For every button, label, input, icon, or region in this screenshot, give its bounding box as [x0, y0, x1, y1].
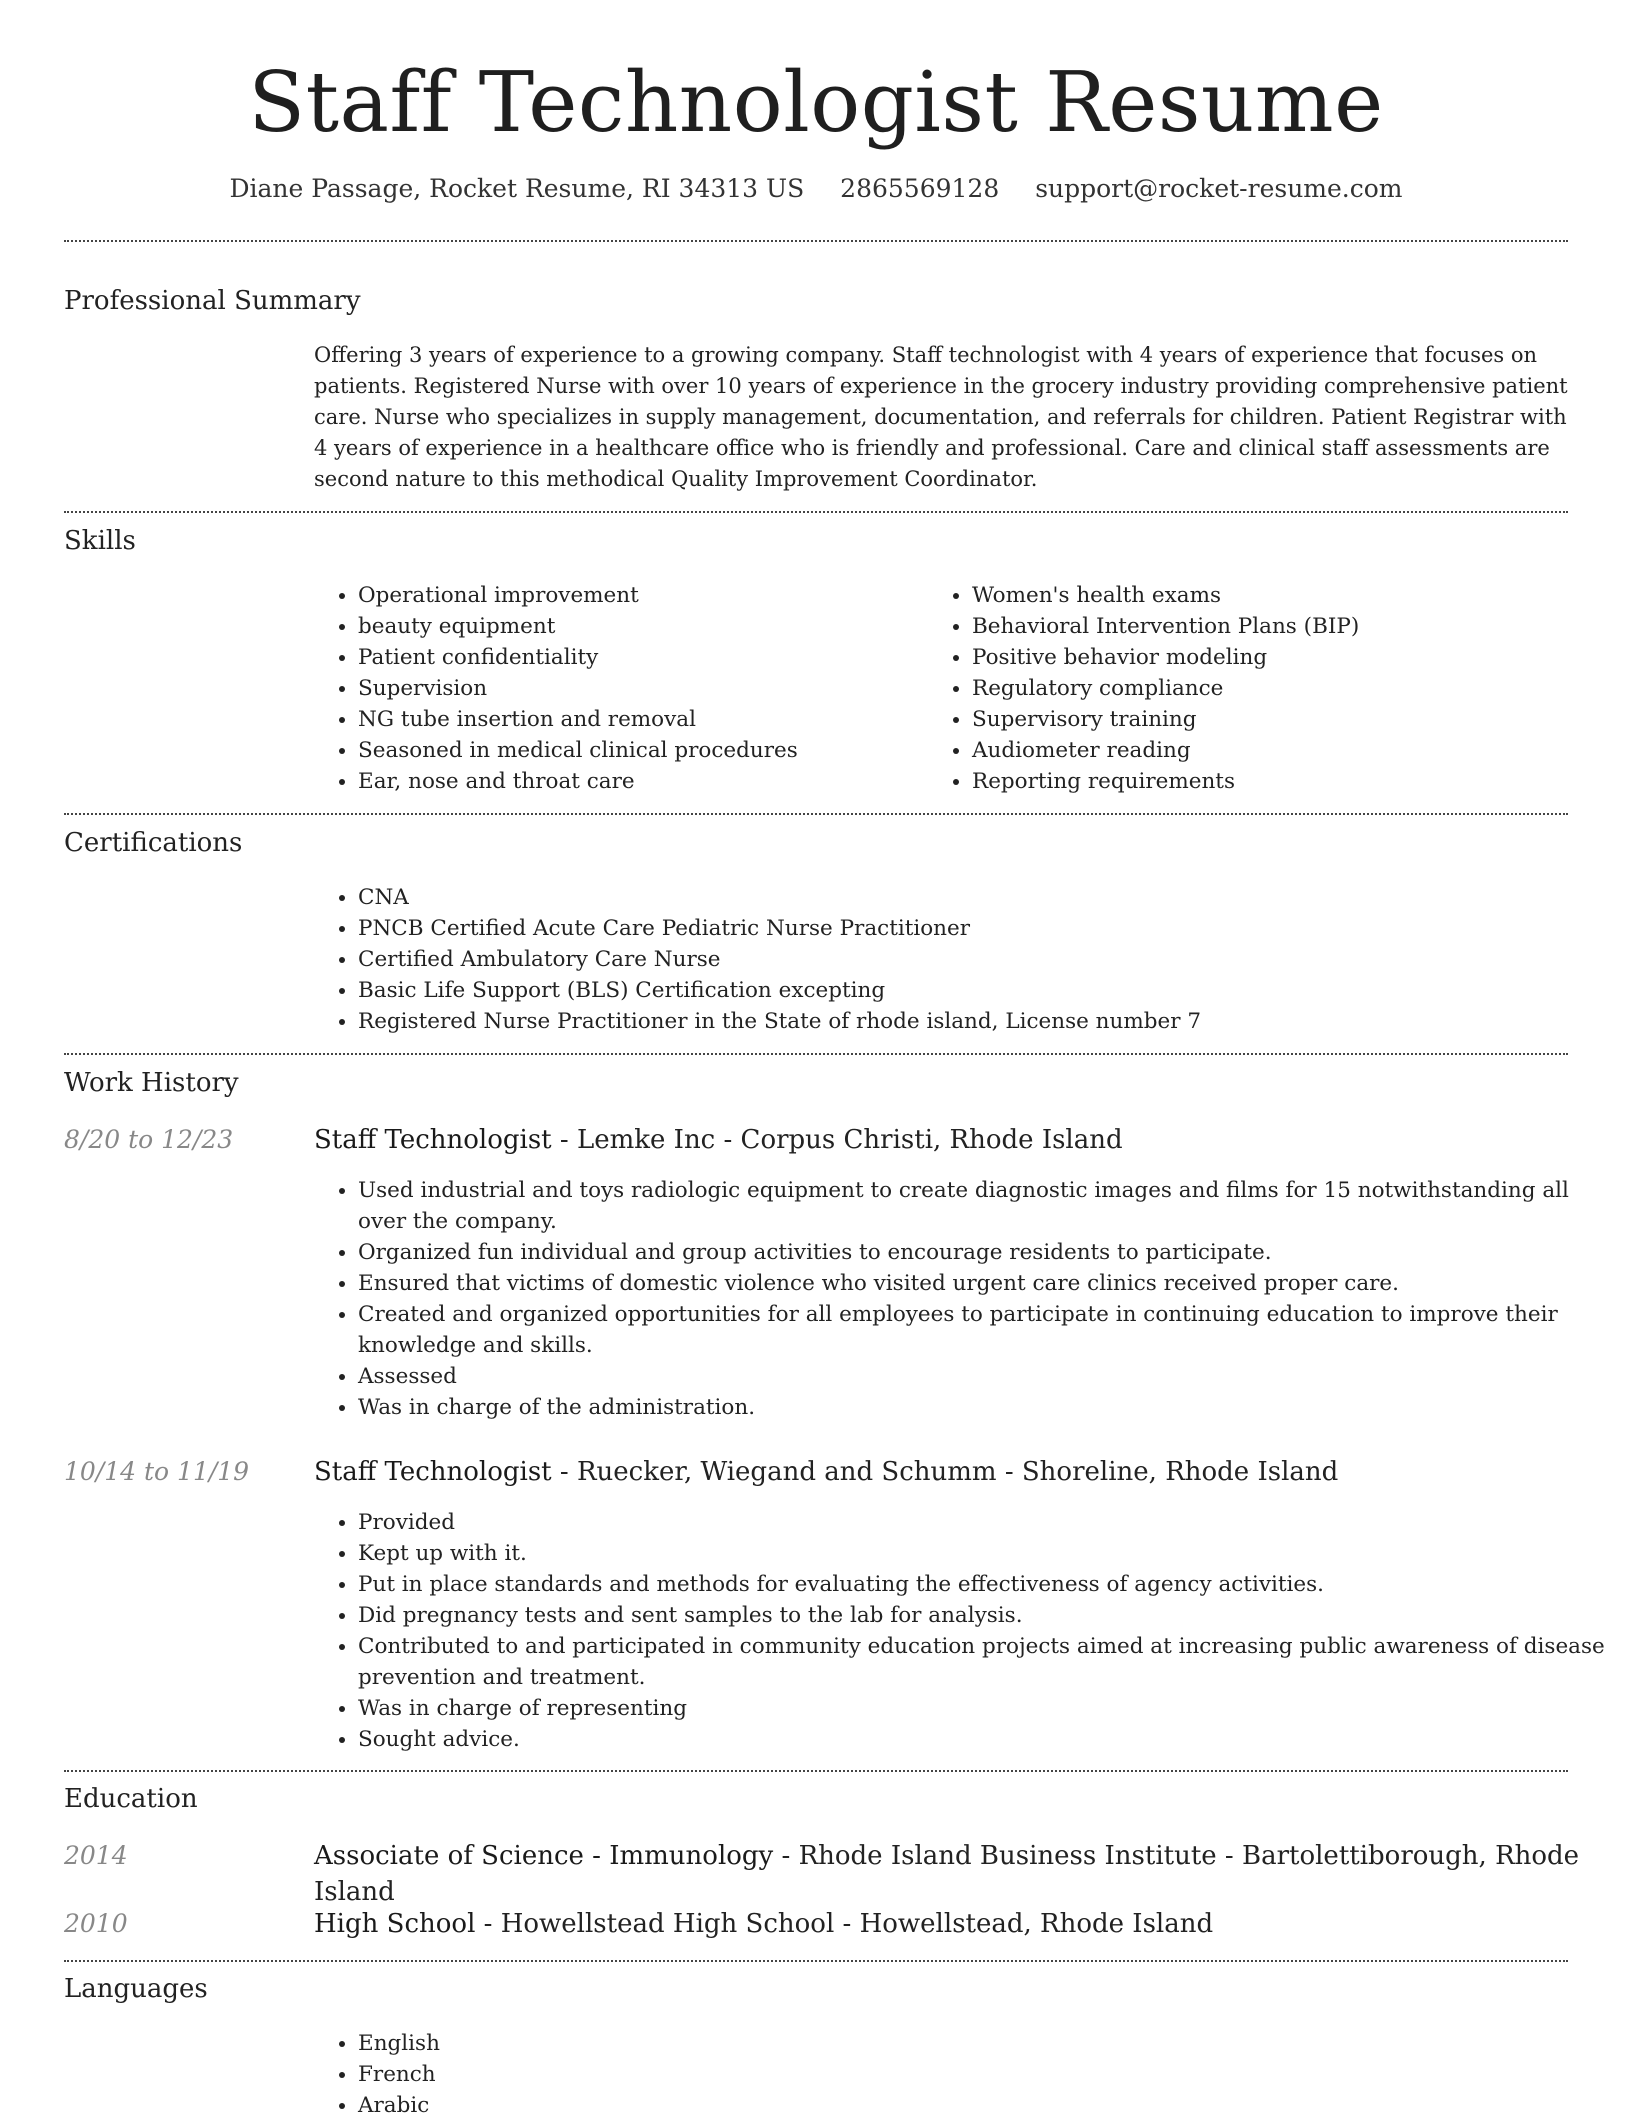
list-item: • Supervision	[358, 673, 918, 704]
divider	[64, 813, 1568, 815]
job-employer: - Ruecker, Wiegand and Schumm - Shoreline, Rhode Island	[551, 1457, 1339, 1487]
list-item: • Put in place standards and methods for evaluating the effectiveness of agency activities.	[358, 1569, 1614, 1600]
list-item: • Was in charge of representing	[358, 1693, 1614, 1724]
divider	[64, 1053, 1568, 1055]
list-item: • Ensured that victims of domestic violence who visited urgent care clinics received proper care.	[358, 1268, 1614, 1299]
job-heading	[314, 1454, 1338, 1490]
list-item: • Women's health exams	[972, 580, 1572, 611]
list-item: • NG tube insertion and removal	[358, 704, 918, 735]
education-year: 2014	[64, 1841, 128, 1870]
section-heading-summary: Professional Summary	[64, 286, 361, 316]
list-item: • Registered Nurse Practitioner in the State of rhode island, License number 7	[358, 1006, 1614, 1037]
list-item: • Basic Life Support (BLS) Certification excepting	[358, 975, 1614, 1006]
list-item: • Used industrial and toys radiologic equipment to create diagnostic images and films for 15 notwithstanding all over the company.	[358, 1175, 1614, 1237]
contact-address: Diane Passage, Rocket Resume, RI 34313 US	[229, 174, 805, 203]
list-item: • CNA	[358, 882, 1614, 913]
list-item: • Positive behavior modeling	[972, 642, 1572, 673]
list-item: • Certified Ambulatory Care Nurse	[358, 944, 1614, 975]
education-degree: High School	[314, 1909, 476, 1939]
list-item: • Ear, nose and throat care	[358, 766, 918, 797]
education-school: - Howellstead High School - Howellstead, Rhode Island	[475, 1909, 1214, 1939]
list-item: • Assessed	[358, 1361, 1614, 1392]
languages-list	[314, 2028, 958, 2121]
list-item: • Seasoned in medical clinical procedures	[358, 735, 918, 766]
list-item: • Provided	[358, 1507, 1614, 1538]
contact-phone: 2865569128	[840, 174, 1000, 203]
list-item: • French	[358, 2059, 958, 2090]
skills-list-left	[314, 580, 918, 797]
summary-text: Offering 3 years of experience to a growing company. Staff technologist with 4 years of experience that focuses on patients. Registered Nurse with over 10 years of experience in the grocery industry providing comprehensive patient care. Nurse who specializes in supply management, documentation, and referrals for children. Patient Registrar with 4 years of experience in a healthcare office who is friendly and professional. Care and clinical staff assessments are second nature to this methodical Quality Improvement Coordinator.	[314, 343, 1568, 491]
job-title: Staff Technologist	[314, 1457, 552, 1487]
list-item: • Audiometer reading	[972, 735, 1572, 766]
job-dates: 8/20 to 12/23	[64, 1125, 234, 1154]
job-bullets	[314, 1175, 1614, 1423]
list-item: • Sought advice.	[358, 1724, 1614, 1755]
list-item: • beauty equipment	[358, 611, 918, 642]
education-year: 2010	[64, 1909, 128, 1938]
job-heading	[314, 1122, 1123, 1158]
divider	[64, 240, 1568, 242]
list-item: • PNCB Certified Acute Care Pediatric Nurse Practitioner	[358, 913, 1614, 944]
education-school: - Rhode Island Business Institute - Bartolettiborough, Rhode Island	[314, 1841, 1580, 1907]
section-heading-skills: Skills	[64, 526, 136, 556]
contact-email: support@rocket-resume.com	[1035, 174, 1403, 203]
list-item: • Reporting requirements	[972, 766, 1572, 797]
job-bullets	[314, 1507, 1614, 1755]
list-item: • Behavioral Intervention Plans (BIP)	[972, 611, 1572, 642]
list-item: • Kept up with it.	[358, 1538, 1614, 1569]
list-item: • English	[358, 2028, 958, 2059]
list-item: • Patient confidentiality	[358, 642, 918, 673]
section-heading-education: Education	[64, 1784, 198, 1814]
list-item: • Supervisory training	[972, 704, 1572, 735]
divider	[64, 1960, 1568, 1962]
education-heading	[314, 1906, 1213, 1942]
list-item: • Operational improvement	[358, 580, 918, 611]
job-title: Staff Technologist	[314, 1125, 552, 1155]
page-title: Staff Technologist Resume	[248, 54, 1384, 151]
education-heading	[314, 1838, 1632, 1910]
list-item: • Organized fun individual and group activities to encourage residents to participate.	[358, 1237, 1614, 1268]
job-dates: 10/14 to 11/19	[64, 1457, 250, 1486]
list-item: • Created and organized opportunities for all employees to participate in continuing education to improve their knowledge and skills.	[358, 1299, 1614, 1361]
certifications-list	[314, 882, 1614, 1037]
section-heading-certifications: Certifications	[64, 828, 243, 858]
contact-line	[0, 170, 1632, 208]
list-item: • Was in charge of the administration.	[358, 1392, 1614, 1423]
skills-list-right	[928, 580, 1572, 797]
job-employer: - Lemke Inc - Corpus Christi, Rhode Island	[551, 1125, 1123, 1155]
section-heading-languages: Languages	[64, 1974, 208, 2004]
list-item: • Did pregnancy tests and sent samples to the lab for analysis.	[358, 1600, 1614, 1631]
list-item: • Arabic	[358, 2090, 958, 2121]
section-heading-work-history: Work History	[64, 1068, 239, 1098]
education-degree: Associate of Science - Immunology	[314, 1841, 774, 1871]
divider	[64, 511, 1568, 513]
divider	[64, 1770, 1568, 1772]
list-item: • Regulatory compliance	[972, 673, 1572, 704]
list-item: • Contributed to and participated in community education projects aimed at increasing public awareness of disease prevention and treatment.	[358, 1631, 1614, 1693]
